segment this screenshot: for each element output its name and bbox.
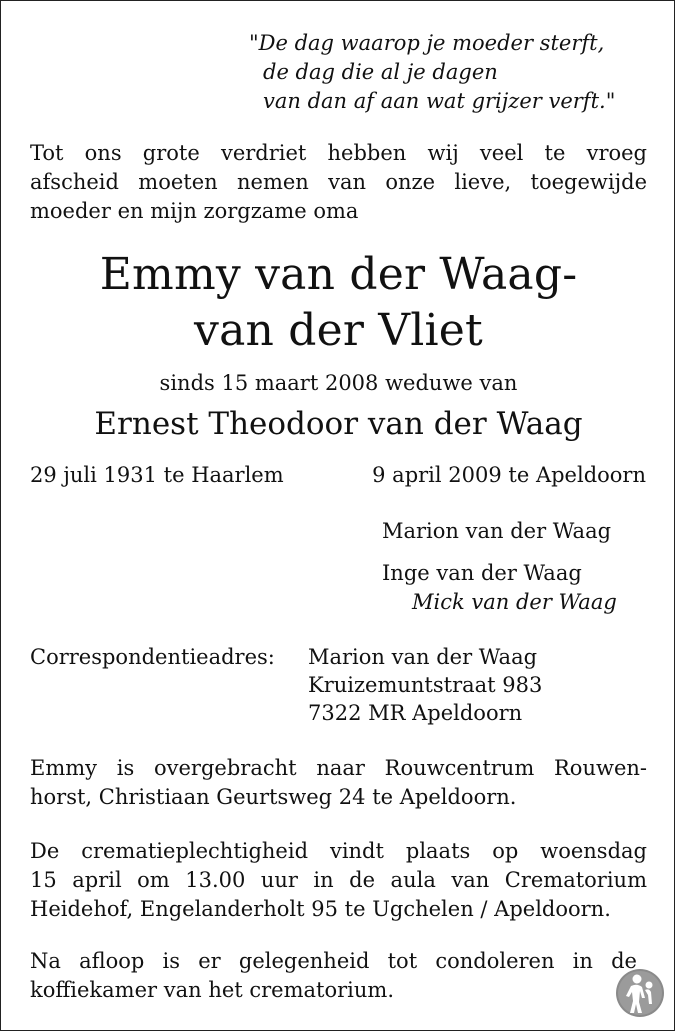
intro-paragraph — [30, 139, 647, 226]
ceremony-line: De crematieplechtigheid vindt plaats op woensdag — [30, 839, 647, 863]
ceremony-paragraph — [30, 837, 647, 924]
intro-line: Tot ons grote verdriet hebben wij veel te vroeg — [30, 141, 647, 165]
mourning-figure-icon — [615, 968, 665, 1018]
condolence-paragraph — [30, 947, 647, 1005]
ceremony-line: 15 april om 13.00 uur in de aula van Crematorium — [30, 868, 647, 892]
birth-date: 29 juli 1931 te Haarlem — [30, 463, 284, 487]
intro-line: afscheid moeten nemen van onze lieve, toegewijde — [30, 170, 647, 194]
correspondence-city: 7322 MR Apeldoorn — [308, 701, 523, 725]
ceremony-line: Heidehof, Engelanderholt 95 te Ugchelen / Apeldoorn. — [30, 897, 611, 921]
family-member: Inge van der Waag — [382, 561, 582, 585]
poem-line: van dan af aan wat grijzer verft." — [263, 89, 616, 113]
death-date: 9 april 2009 te Apeldoorn — [372, 463, 646, 487]
deceased-name-line2: van der Vliet — [194, 305, 483, 356]
transfer-line: Emmy is overgebracht naar Rouwcentrum Rouwen- — [30, 756, 647, 780]
family-member-grandchild: Mick van der Waag — [412, 590, 617, 614]
poem-line: "De dag waarop je moeder sterft, — [249, 31, 605, 55]
deceased-name-line1: Emmy van der Waag- — [99, 249, 578, 300]
transfer-paragraph — [30, 754, 647, 812]
widow-text: sinds 15 maart 2008 weduwe van — [159, 371, 518, 395]
transfer-line: horst, Christiaan Geurtsweg 24 te Apeldoorn. — [30, 785, 517, 809]
condolence-line: Na afloop is er gelegenheid tot condoleren in de — [30, 949, 637, 973]
family-member: Marion van der Waag — [382, 519, 612, 543]
poem-line: de dag die al je dagen — [263, 60, 498, 84]
poem-quote — [249, 29, 615, 116]
condolence-line: koffiekamer van het crematorium. — [30, 978, 394, 1002]
correspondence-name: Marion van der Waag — [308, 645, 538, 669]
intro-line: moeder en mijn zorgzame oma — [30, 199, 359, 223]
correspondence-label: Correspondentieadres: — [30, 645, 275, 669]
husband-name: Ernest Theodoor van der Waag — [94, 406, 583, 442]
correspondence-street: Kruizemuntstraat 983 — [308, 673, 543, 697]
